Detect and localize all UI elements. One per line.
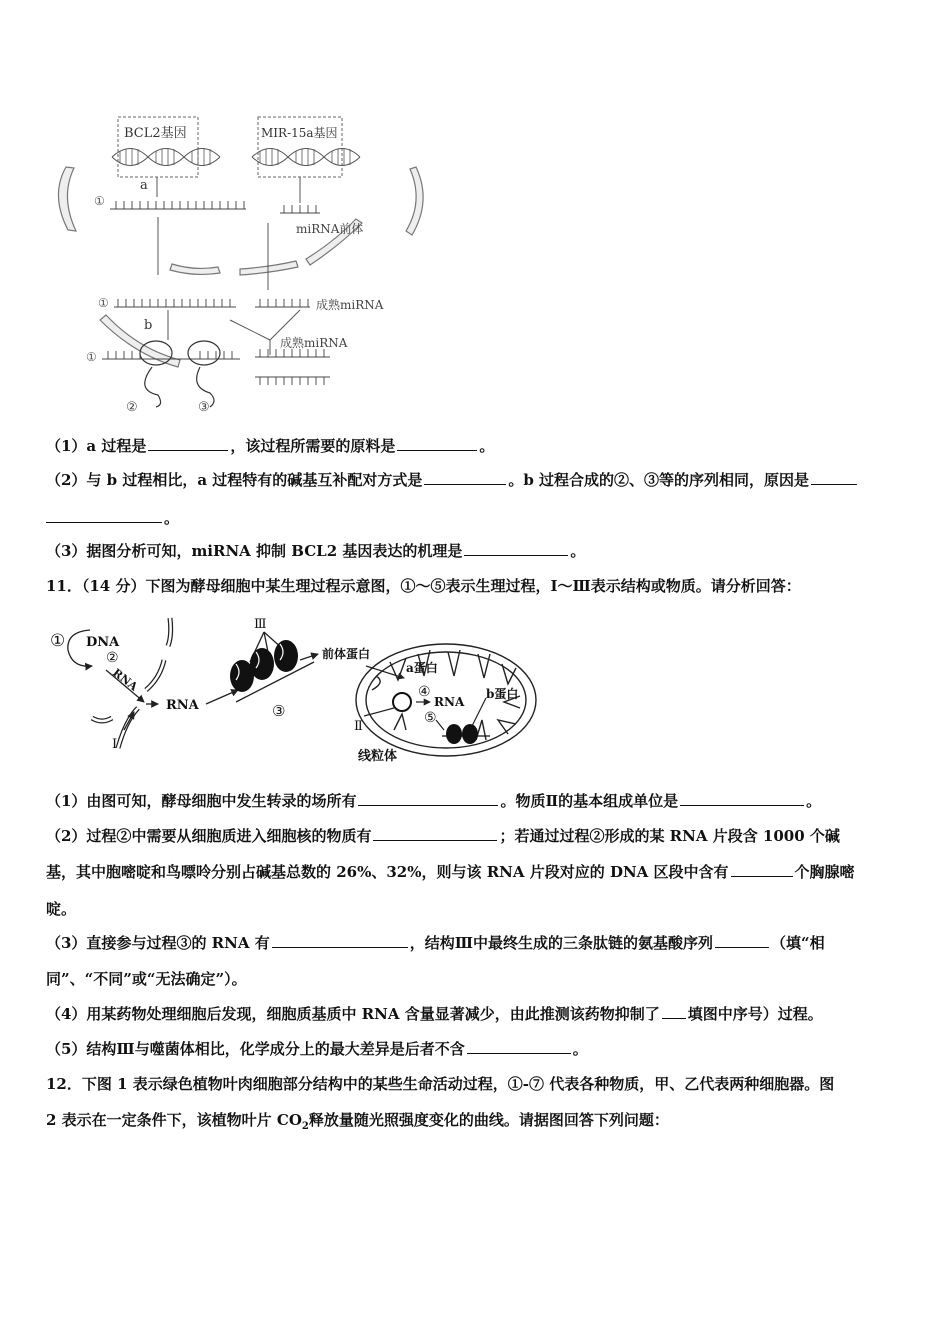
precursor-protein-label: 前体蛋白	[322, 647, 371, 661]
b-protein-label: b蛋白	[486, 687, 519, 701]
polypeptide-2-label: ②	[126, 400, 138, 415]
q11-q5a-text: （5）结构Ⅲ与噬菌体相比，化学成分上的最大差异是后者不含	[46, 1040, 465, 1058]
q10-p3-text: （3）据图分析可知，miRNA 抑制 BCL2 基因表达的机理是	[46, 542, 463, 560]
structure-1-label: Ⅰ	[112, 737, 118, 752]
answer-blank[interactable]	[272, 933, 408, 948]
q11-q3a-text: （3）直接参与过程③的 RNA 有	[46, 934, 270, 952]
q11-q3c-text: （填“相	[770, 934, 825, 952]
mature-mirna-label-1: 成熟miRNA	[316, 298, 384, 312]
q12-line2b-text: 释放量随光照强度变化的曲线。请据图回答下列问题：	[308, 1111, 669, 1129]
answer-blank[interactable]	[662, 1004, 686, 1019]
mitochondrion-label: 线粒体	[358, 749, 398, 764]
q10-line-2	[46, 470, 859, 490]
mir-gene-label: MIR-15a基因	[261, 126, 338, 140]
answer-blank[interactable]	[148, 436, 228, 451]
answer-blank[interactable]	[358, 791, 498, 806]
q11-line-7	[46, 1004, 823, 1024]
q10-p1b-text: ，该过程所需要的原料是	[230, 437, 396, 455]
q11-q2c-text: 基，其中胞嘧啶和鸟嘌呤分别占碱基总数的 26%、32%，则与该 RNA 片段对应的 DNA 区段中含有	[46, 863, 729, 881]
q11-q4a-text: （4）用某药物处理细胞后发现，细胞质基质中 RNA 含量显著减少，由此推测该药物抑制了	[46, 1005, 660, 1023]
process-1-label: ①	[50, 631, 66, 651]
answer-blank[interactable]	[46, 508, 162, 523]
step1-label-mid: ①	[98, 296, 109, 310]
process-2-label: ②	[106, 650, 119, 666]
q10-p2c-text: 。	[164, 509, 180, 527]
step1-label-top: ①	[94, 194, 105, 208]
process-4-label: ④	[418, 684, 431, 700]
mirna-precursor-label: miRNA前体	[296, 222, 364, 236]
bcl2-gene-label: BCL2基因	[124, 126, 187, 141]
answer-blank[interactable]	[811, 470, 857, 485]
q11-line-4	[46, 899, 76, 919]
q10-line-4	[46, 541, 585, 561]
q11-line-3	[46, 862, 855, 882]
rna-label: RNA	[166, 698, 199, 713]
q12-line-2	[46, 1110, 669, 1137]
co2-subscript: 2	[301, 1121, 309, 1132]
q11-q3d-text: 同”、“不同”或“无法确定”）。	[46, 970, 247, 988]
mito-rna-label: RNA	[434, 695, 465, 709]
answer-blank[interactable]	[397, 436, 477, 451]
bcl2-mirna-diagram	[40, 105, 440, 420]
q11-q1a-text: （1）由图可知，酵母细胞中发生转录的场所有	[46, 792, 357, 810]
q11-line-1	[46, 791, 821, 811]
q11-q2a-text: （2）过程②中需要从细胞质进入细胞核的物质有	[46, 827, 372, 845]
q10-p1-text: （1）a 过程是	[46, 437, 147, 455]
answer-blank[interactable]	[464, 541, 568, 556]
q11-line-2	[46, 826, 840, 846]
q10-p1c-text: 。	[479, 437, 495, 455]
q11-q2d-text: 个胸腺嘧	[794, 863, 855, 881]
q11-q2e-text: 啶。	[46, 900, 77, 918]
q12-line2a-text: 2 表示在一定条件下，该植物叶片 CO	[46, 1111, 302, 1129]
rna-slant-label: RNA	[110, 666, 141, 694]
q11-q5b-text: 。	[572, 1040, 588, 1058]
answer-blank[interactable]	[715, 933, 769, 948]
dna-label: DNA	[86, 635, 120, 650]
structure-3-label: Ⅲ	[254, 617, 267, 632]
answer-blank[interactable]	[731, 862, 793, 877]
q11-q4b-text: 填图中序号）过程。	[687, 1005, 823, 1023]
process-3-label: ③	[272, 702, 286, 720]
q12-line-1	[46, 1074, 834, 1094]
answer-blank[interactable]	[680, 791, 804, 806]
mature-mirna-label-2: 成熟miRNA	[280, 336, 348, 350]
process-5-label: ⑤	[424, 710, 437, 726]
answer-blank[interactable]	[373, 826, 497, 841]
q11-line-5	[46, 933, 825, 953]
yeast-cell-diagram	[46, 612, 566, 772]
step1-label-low: ①	[86, 350, 97, 364]
q11-intro	[46, 576, 801, 596]
q11-intro-text: 11．（14 分）下图为酵母细胞中某生理过程示意图，①～⑤表示生理过程，Ⅰ～Ⅲ表示结构或物质。请分析回答：	[46, 577, 801, 595]
q12-line1-text: 12．下图 1 表示绿色植物叶肉细胞部分结构中的某些生命活动过程，①-⑦ 代表各种物质，甲、乙代表两种细胞器。图	[46, 1075, 835, 1093]
mito-dna-ring	[393, 693, 411, 711]
label-a: a	[140, 178, 148, 193]
q10-p3b-text: 。	[570, 542, 586, 560]
a-protein-label: a蛋白	[406, 661, 438, 675]
q11-line-6	[46, 969, 247, 989]
q11-q3b-text: ，结构Ⅲ中最终生成的三条肽链的氨基酸序列	[409, 934, 713, 952]
structure-2-label: Ⅱ	[354, 719, 363, 734]
q11-q1c-text: 。	[806, 792, 822, 810]
q10-p2b-text: 。b 过程合成的②、③等的序列相同，原因是	[508, 471, 810, 489]
q10-p2-text: （2）与 b 过程相比，a 过程特有的碱基互补配对方式是	[46, 471, 423, 489]
q11-q1b-text: 。物质Ⅱ的基本组成单位是	[500, 792, 679, 810]
q11-line-8	[46, 1039, 588, 1059]
answer-blank[interactable]	[424, 470, 506, 485]
answer-blank[interactable]	[467, 1039, 571, 1054]
q10-line-1	[46, 436, 494, 456]
q10-line-3	[46, 508, 179, 528]
polypeptide-3-label: ③	[198, 400, 210, 415]
label-b: b	[144, 318, 153, 333]
q11-q2b-text: ；若通过过程②形成的某 RNA 片段含 1000 个碱	[499, 827, 840, 845]
